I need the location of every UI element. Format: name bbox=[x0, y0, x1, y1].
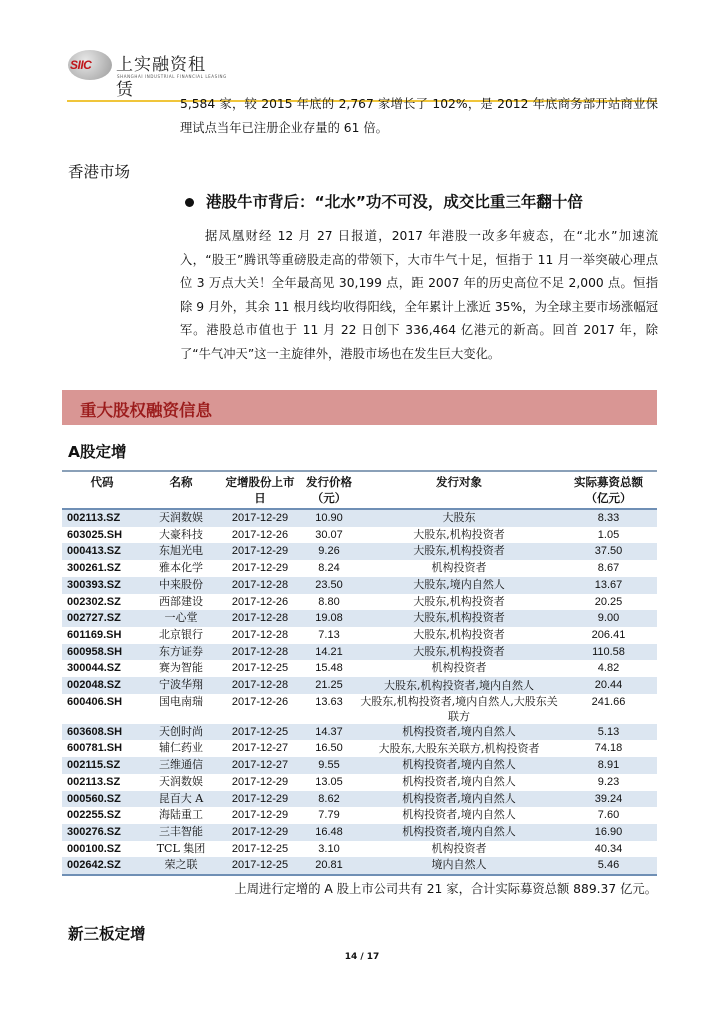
date-cell: 2017-12-25 bbox=[220, 857, 300, 875]
code-cell: 600781.SH bbox=[67, 742, 123, 755]
amount-cell: 8.33 bbox=[560, 509, 657, 527]
target-cell: 大股东,机构投资者 bbox=[413, 627, 505, 641]
date-cell: 2017-12-28 bbox=[231, 628, 289, 641]
name-cell: 天创时尚 bbox=[142, 724, 220, 741]
amount-cell: 4.82 bbox=[597, 662, 620, 675]
column-header-label: 名称 bbox=[169, 475, 193, 489]
code-cell: 000413.SZ bbox=[62, 543, 142, 560]
logo-text-en: SHANGHAI INDUSTRIAL FINANCIAL LEASING bbox=[117, 74, 227, 79]
target-cell: 大股东,境内自然人 bbox=[358, 577, 560, 594]
code-cell: 000100.SZ bbox=[67, 842, 121, 855]
amount-cell: 5.13 bbox=[560, 724, 657, 741]
neeq-heading: 新三板定增 bbox=[68, 925, 146, 943]
target-cell: 机构投资者,境内自然人 bbox=[358, 791, 560, 808]
name-cell: 一心堂 bbox=[142, 610, 220, 627]
amount-cell: 20.44 bbox=[560, 677, 657, 694]
intro-paragraph: 5,584 家，较 2015 年底的 2,767 家增长了 102%，是 2012 年底商务部开站商业保理试点当年已注册企业存量的 61 倍。 bbox=[180, 97, 658, 135]
logo-text-cn: 上实融资租赁 bbox=[116, 55, 206, 100]
name-cell: 海陆重工 bbox=[159, 808, 203, 822]
code-cell: 300044.SZ bbox=[67, 662, 121, 675]
date-cell: 2017-12-29 bbox=[220, 791, 300, 808]
amount-cell: 40.34 bbox=[594, 842, 623, 855]
table-row bbox=[62, 610, 657, 627]
column-header-label: 定增股份上市日 bbox=[225, 475, 295, 505]
target-cell: 机构投资者,境内自然人 bbox=[358, 824, 560, 841]
code-cell: 000560.SZ bbox=[62, 791, 142, 808]
name-cell: 大豪科技 bbox=[159, 527, 203, 541]
date-cell: 2017-12-28 bbox=[220, 677, 300, 694]
code-cell: 002113.SZ bbox=[67, 775, 121, 788]
name-cell: 国电南瑞 bbox=[159, 694, 203, 708]
price-cell: 7.79 bbox=[318, 809, 340, 822]
column-header bbox=[220, 471, 300, 509]
hk-market-heading: 香港市场 bbox=[68, 163, 131, 181]
bullet-icon bbox=[185, 198, 194, 207]
table-row bbox=[62, 644, 657, 661]
name-cell: 三丰智能 bbox=[142, 824, 220, 841]
date-cell: 2017-12-29 bbox=[231, 562, 289, 575]
date-cell: 2017-12-29 bbox=[231, 775, 289, 788]
price-cell: 8.62 bbox=[300, 791, 358, 808]
code-cell: 600958.SH bbox=[62, 644, 142, 661]
price-cell: 14.37 bbox=[300, 724, 358, 741]
code-cell: 002302.SZ bbox=[67, 595, 121, 608]
column-header bbox=[560, 471, 657, 509]
name-cell: 辅仁药业 bbox=[159, 741, 203, 755]
name-cell: 北京银行 bbox=[159, 627, 203, 641]
target-cell: 境内自然人 bbox=[358, 857, 560, 875]
date-cell: 2017-12-29 bbox=[231, 809, 289, 822]
amount-cell: 241.66 bbox=[591, 695, 626, 708]
date-cell: 2017-12-27 bbox=[231, 742, 289, 755]
name-cell: 天润数娱 bbox=[142, 509, 220, 527]
price-cell: 21.25 bbox=[300, 677, 358, 694]
price-cell: 13.05 bbox=[315, 775, 343, 788]
price-cell: 9.55 bbox=[300, 757, 358, 774]
page-number: 14 / 17 bbox=[344, 952, 380, 962]
target-cell: 大股东,机构投资者 bbox=[413, 594, 505, 608]
table-row bbox=[62, 857, 657, 875]
code-cell: 002255.SZ bbox=[67, 809, 121, 822]
date-cell: 2017-12-26 bbox=[231, 528, 289, 541]
date-cell: 2017-12-27 bbox=[220, 757, 300, 774]
date-cell: 2017-12-25 bbox=[231, 842, 289, 855]
table-header-row bbox=[62, 471, 657, 509]
date-cell: 2017-12-26 bbox=[231, 695, 289, 708]
amount-cell: 37.50 bbox=[560, 543, 657, 560]
target-cell: 机构投资者,境内自然人 bbox=[402, 774, 516, 788]
date-cell: 2017-12-28 bbox=[220, 644, 300, 661]
name-cell: 中来股份 bbox=[142, 577, 220, 594]
column-header-label: 发行对象 bbox=[436, 475, 482, 489]
table-row bbox=[62, 543, 657, 560]
table-row bbox=[62, 841, 657, 858]
target-cell: 机构投资者 bbox=[431, 841, 487, 855]
hk-body-paragraph: 据凤凰财经 12 月 27 日报道，2017 年港股一改多年疲态，在“北水”加速流入，“股王”腾讯等重磅股走高的带领下，大市牛气十足，恒指于 11 月一举突破心理点位 3 万点大关！全年最高见 30,199 点，距 2007 年的历史高位不足 2,000 点。恒指除 9 月外，其余 11 根月线均收得阳线，全年累计上涨近 35%，为全球主要市场涨幅冠军。港股总市值也于 11 月 22 日创下 336,464 亿港元的新高。回首 2017 年，除了“牛气冲天”这一主旋律外，港股市场也在发生巨大变化。 bbox=[180, 229, 658, 361]
date-cell: 2017-12-28 bbox=[220, 610, 300, 627]
hk-bullet-title: 港股牛市背后：“北水”功不可没，成交比重三年翻十倍 bbox=[185, 190, 583, 212]
amount-cell: 74.18 bbox=[594, 742, 623, 755]
a-share-summary: 上周进行定增的 A 股上市公司共有 21 家，合计实际募资总额 889.37 亿元。 bbox=[234, 882, 657, 896]
amount-cell: 110.58 bbox=[560, 644, 657, 661]
target-cell: 大股东,机构投资者 bbox=[358, 543, 560, 560]
amount-cell: 39.24 bbox=[560, 791, 657, 808]
name-cell: TCL 集团 bbox=[156, 841, 206, 855]
price-cell: 9.26 bbox=[300, 543, 358, 560]
amount-cell: 16.90 bbox=[560, 824, 657, 841]
code-cell: 300393.SZ bbox=[62, 577, 142, 594]
target-cell: 大股东,大股东关联方,机构投资者 bbox=[378, 742, 540, 756]
price-cell: 14.21 bbox=[300, 644, 358, 661]
code-cell: 603025.SH bbox=[67, 528, 123, 541]
target-cell: 机构投资者,境内自然人 bbox=[402, 808, 516, 822]
code-cell: 300276.SZ bbox=[62, 824, 142, 841]
a-share-placement-table bbox=[62, 470, 657, 876]
price-cell: 30.07 bbox=[315, 528, 343, 541]
amount-cell: 9.23 bbox=[597, 775, 620, 788]
name-cell: 昆百大 A bbox=[142, 791, 220, 808]
target-cell: 大股东 bbox=[358, 509, 560, 527]
name-cell: 雅本化学 bbox=[159, 561, 203, 575]
amount-cell: 9.00 bbox=[560, 610, 657, 627]
table-row bbox=[62, 594, 657, 611]
company-logo bbox=[68, 48, 227, 100]
code-cell: 002048.SZ bbox=[62, 677, 142, 694]
amount-cell: 8.91 bbox=[560, 757, 657, 774]
column-header bbox=[62, 471, 142, 509]
amount-cell: 13.67 bbox=[560, 577, 657, 594]
target-cell: 大股东,机构投资者 bbox=[358, 644, 560, 661]
price-cell: 23.50 bbox=[300, 577, 358, 594]
code-cell: 603608.SH bbox=[62, 724, 142, 741]
code-cell: 600406.SH bbox=[67, 695, 123, 708]
target-cell: 机构投资者 bbox=[431, 561, 487, 575]
name-cell: 宁波华翔 bbox=[142, 677, 220, 694]
name-cell: 赛为智能 bbox=[159, 661, 203, 675]
amount-cell: 1.05 bbox=[597, 528, 620, 541]
column-header bbox=[300, 471, 358, 509]
date-cell: 2017-12-28 bbox=[220, 577, 300, 594]
table-row bbox=[62, 824, 657, 841]
table-row bbox=[62, 791, 657, 808]
name-cell: 东旭光电 bbox=[142, 543, 220, 560]
code-cell: 601169.SH bbox=[67, 628, 122, 641]
column-header bbox=[142, 471, 220, 509]
table-row bbox=[62, 740, 657, 757]
price-cell: 16.48 bbox=[300, 824, 358, 841]
name-cell: 荣之联 bbox=[142, 857, 220, 875]
amount-cell: 7.60 bbox=[597, 809, 620, 822]
table-row bbox=[62, 807, 657, 824]
table-row bbox=[62, 694, 657, 724]
price-cell: 10.90 bbox=[300, 509, 358, 527]
code-cell: 002727.SZ bbox=[62, 610, 142, 627]
code-cell: 002642.SZ bbox=[62, 857, 142, 875]
target-cell: 大股东,机构投资者,境内自然人,大股东关联方 bbox=[360, 694, 558, 723]
price-cell: 3.10 bbox=[318, 842, 340, 855]
column-header-label: 代码 bbox=[90, 475, 114, 489]
table-row bbox=[62, 724, 657, 741]
date-cell: 2017-12-25 bbox=[220, 724, 300, 741]
column-header-label: 实际募资总额（亿元） bbox=[574, 475, 643, 505]
price-cell: 15.48 bbox=[315, 662, 343, 675]
target-cell: 大股东,机构投资者 bbox=[413, 527, 505, 541]
date-cell: 2017-12-29 bbox=[220, 543, 300, 560]
amount-cell: 206.41 bbox=[591, 628, 626, 641]
price-cell: 19.08 bbox=[300, 610, 358, 627]
column-header bbox=[358, 471, 560, 509]
target-cell: 机构投资者,境内自然人 bbox=[358, 757, 560, 774]
price-cell: 7.13 bbox=[318, 628, 340, 641]
table-row bbox=[62, 757, 657, 774]
price-cell: 16.50 bbox=[315, 742, 343, 755]
price-cell: 8.80 bbox=[318, 595, 340, 608]
siic-logo-icon: SIIC bbox=[68, 50, 112, 80]
table-row bbox=[62, 677, 657, 694]
amount-cell: 8.67 bbox=[597, 562, 620, 575]
table-row bbox=[62, 660, 657, 677]
amount-cell: 20.25 bbox=[594, 595, 623, 608]
target-cell: 机构投资者 bbox=[431, 661, 487, 675]
target-cell: 大股东,机构投资者,境内自然人 bbox=[358, 677, 560, 694]
date-cell: 2017-12-26 bbox=[231, 595, 289, 608]
name-cell: 天润数娱 bbox=[159, 774, 203, 788]
target-cell: 机构投资者,境内自然人 bbox=[358, 724, 560, 741]
amount-cell: 5.46 bbox=[560, 857, 657, 875]
table-row bbox=[62, 560, 657, 577]
column-header-label: 发行价格（元） bbox=[306, 475, 352, 505]
date-cell: 2017-12-29 bbox=[220, 509, 300, 527]
a-share-heading: A股定增 bbox=[68, 443, 127, 461]
target-cell: 大股东,机构投资者 bbox=[358, 610, 560, 627]
price-cell: 8.24 bbox=[318, 562, 340, 575]
date-cell: 2017-12-25 bbox=[231, 662, 289, 675]
name-cell: 三维通信 bbox=[142, 757, 220, 774]
price-cell: 20.81 bbox=[300, 857, 358, 875]
table-row bbox=[62, 509, 657, 527]
table-row bbox=[62, 527, 657, 544]
table-row bbox=[62, 577, 657, 594]
code-cell: 300261.SZ bbox=[67, 562, 121, 575]
code-cell: 002113.SZ bbox=[62, 509, 142, 527]
date-cell: 2017-12-29 bbox=[220, 824, 300, 841]
code-cell: 002115.SZ bbox=[62, 757, 142, 774]
name-cell: 东方证券 bbox=[142, 644, 220, 661]
price-cell: 13.63 bbox=[315, 695, 343, 708]
section-banner: 重大股权融资信息 bbox=[62, 390, 657, 425]
table-row bbox=[62, 774, 657, 791]
name-cell: 西部建设 bbox=[159, 594, 203, 608]
table-row bbox=[62, 627, 657, 644]
